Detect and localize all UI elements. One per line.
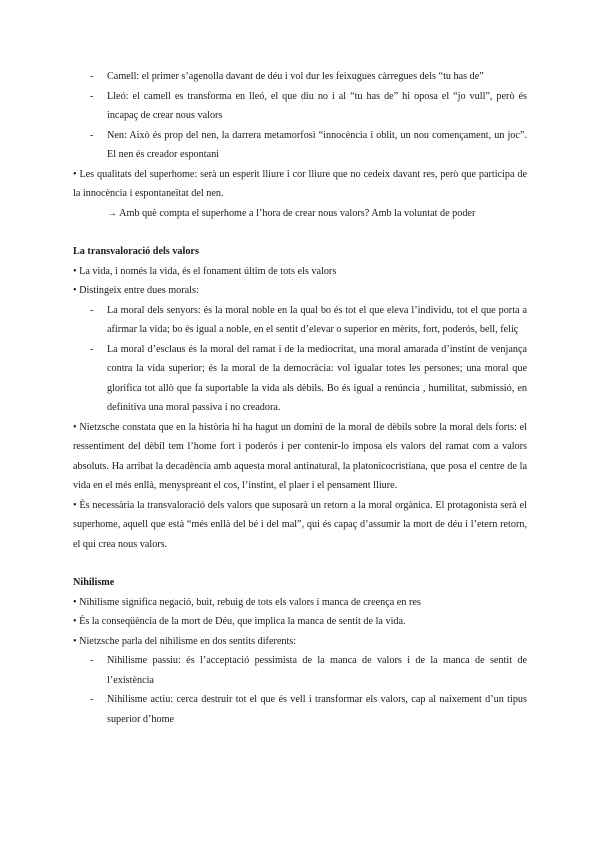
arrow-note-voluntat-poder: → Amb què compta el superhome a l’hora de crear nous valors? Amb la voluntat de poder	[107, 207, 476, 219]
bullet-domini-moral-debils: • Nietzsche constata que en la història hi ha hagut un domini de la moral de dèbils sobre la moral dels forts: el ressentiment del dèbil tem l’home fort i poderós i per contenir-lo imposa els valors del ramat com a valors absoluts. Ha arribat la decadència amb aquesta moral antinatural, la platonicocristiana, que posa el centre de la vida en el més enllà, menyspreant el cos, l’instint, el plaer i el pensament lliure.	[73, 421, 527, 491]
list-item-moral-senyors: - La moral dels senyors: és la moral noble en la qual bo és tot el que eleva l’individu, tot el que porta a afirmar la vida; bo és igual a noble, en el sentit d’elevar o superior en mèrits, fort, poderós, bell, feliç	[73, 301, 527, 340]
bullet-dos-sentits: • Nietzsche parla del nihilisme en dos sentits diferents:	[73, 635, 297, 647]
document-page	[73, 67, 527, 729]
bullet-mort-deu: • És la conseqüència de la mort de Déu, que implica la manca de sentit de la vida.	[73, 616, 406, 627]
bullet-transvaloracio-necessaria: • És necessària la transvaloració dels valors que suposarà un retorn a la moral orgànica. El protagonista serà el superhome, aquell que està “més enllà del bé i del mal”, qui és capaç d’assumir la mort de déu i l’etern retorn, el qui crea nous valors.	[73, 499, 527, 550]
list-item-lleo: - Lleó: el camell es transforma en lleó, el que diu no i al “tu has de” hi oposa el “jo vull”, però és incapaç de crear nous valors	[73, 87, 527, 126]
list-item-nen: - Nen: Això és prop del nen, la darrera metamorfosi “innocència i oblit, un nou començament, un joc”. El nen és creador espontani	[73, 126, 527, 165]
list-item-moral-esclaus: - La moral d’esclaus és la moral del ramat i de la mediocritat, una moral amarada d’instint de venjança contra la vida superior; és la moral de la democràcia: vol igualar totes les persones; una moral que glorifica tot allò que fa suportable la vida als dèbils. Bo és igual a renúncia , humilitat, submissió, en definitiva una moral passiva i no creadora.	[73, 340, 527, 418]
bullet-qualitats-superhome: • Les qualitats del superhome: serà un esperit lliure i cor lliure que no cedeix davant res, però que participa de la innocència i espontaneïtat del nen.	[73, 168, 527, 199]
list-item-camell: - Camell: el primer s’agenolla davant de déu i vol dur les feixugues càrregues dels “tu has de”	[73, 67, 527, 87]
heading-nihilisme: Nihilisme	[73, 577, 115, 588]
bullet-nihilisme-significa: • Nihilisme significa negació, buit, rebuig de tots els valors i manca de creença en res	[73, 596, 421, 608]
bullet-vida-fonament: • La vida, i només la vida, és el fonament últim de tots els valors	[73, 265, 337, 277]
bullet-dues-morals: • Distingeix entre dues morals:	[73, 285, 199, 296]
list-item-nihilisme-passiu: - Nihilisme passiu: és l’acceptació pessimista de la manca de valors i de la manca de sentit de l’existència	[73, 651, 527, 690]
heading-transvaloracio: La transvaloració dels valors	[73, 246, 199, 257]
list-item-nihilisme-actiu: - Nihilisme actiu: cerca destruir tot el que és vell i transformar els valors, cap al naixement d’un tipus superior d’home	[73, 690, 527, 729]
